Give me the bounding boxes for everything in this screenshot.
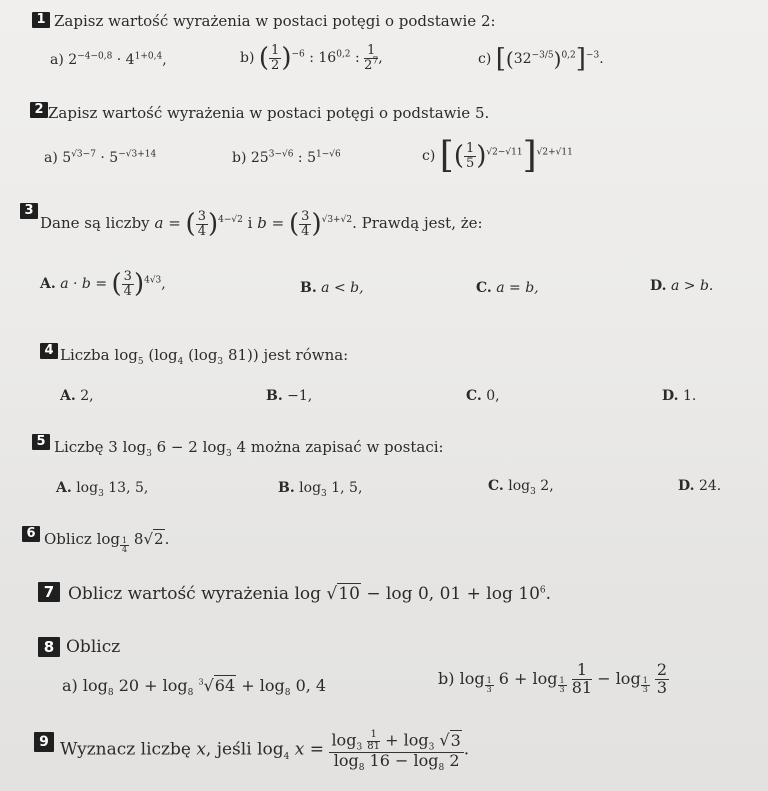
task-3-option-c[interactable]: C. a = b, bbox=[476, 280, 539, 296]
task-text: Oblicz bbox=[66, 637, 121, 657]
task-3-option-d[interactable]: D. a > b. bbox=[650, 278, 714, 294]
task-3-option-a[interactable]: A. a · b = ( $\frac{3}{4}$ )$^{4√3}$, bbox=[40, 269, 166, 300]
task-2c: c) [( $\frac{1}{5}$ )$^{√2-√11}$]$^{√2+√11}$ bbox=[422, 135, 573, 176]
task-text: Oblicz log $_{\frac{1}{4}}$ 8√2. bbox=[44, 530, 170, 554]
task-number: 1 bbox=[32, 12, 50, 28]
task-number: 8 bbox=[38, 637, 60, 657]
task-5-option-a[interactable]: A. $\log_3 13$, 5, bbox=[56, 480, 149, 499]
task-number: 4 bbox=[40, 343, 58, 359]
task-text: Oblicz wartość wyrażenia log √10 − log 0, $01 + \log 10^6$. bbox=[68, 584, 552, 604]
task-3-option-b[interactable]: B. a < b, bbox=[300, 280, 364, 296]
task-4-option-a[interactable]: A. 2, bbox=[60, 388, 94, 404]
task-text: Liczbę 3 $\log_3 6 - 2$ $\log_3 4$ można zapisać w postaci: bbox=[54, 438, 444, 459]
task-4-option-d[interactable]: D. 1. bbox=[662, 388, 697, 404]
task-8b: b) log $_{\frac{1}{3}}$ 6 + log $_{\frac{1}{3}}$ $\frac{1}{81}$ − log $_{\frac{1}{3}}$ $\frac{2}{3}$ bbox=[438, 660, 668, 697]
task-number: 7 bbox=[38, 582, 60, 602]
fraction: $\log_3$ $\frac{1}{81}$ + $\log_3 √3$ $\log_8 16 - \log_8 2$ bbox=[329, 730, 463, 770]
task-number: 5 bbox=[32, 434, 50, 450]
task-5-option-c[interactable]: C. $\log_3 2$, bbox=[488, 478, 554, 497]
task-text: Zapisz wartość wyrażenia w postaci potęgi o podstawie 2: bbox=[54, 12, 496, 30]
task-number: 9 bbox=[34, 732, 54, 752]
task-5-option-b[interactable]: B. $\log_3 1$, 5, bbox=[278, 480, 363, 499]
task-8a: a) $\log_8 20 + \log_8 ^3√64 + \log_8 0$, 4 bbox=[62, 676, 327, 699]
task-text: Dane są liczby a = ( $\frac{3}{4}$ )$^{4-√2}$ i b = ( $\frac{3}{4}$ )$^{√3+√2}$. Prawdą jest, że: bbox=[40, 209, 483, 240]
task-2a: a) $5^{√3-7} \cdot 5^{-√3+14}$ bbox=[44, 149, 157, 166]
task-1a: a) $2^{-4-0,8} \cdot 4^{1+0,4}$, bbox=[50, 51, 167, 68]
task-number: 2 bbox=[30, 102, 48, 118]
task-4-option-b[interactable]: B. −1, bbox=[266, 388, 313, 404]
task-text: Zapisz wartość wyrażenia w postaci potęgi o podstawie 5. bbox=[48, 104, 490, 122]
task-number: 3 bbox=[20, 203, 38, 219]
task-2b: b) $25^{3-√6}$ : $5^{1-√6}$ bbox=[232, 149, 341, 166]
task-text: Wyznacz liczbę x, jeśli $\log_4 x$ = $\log_3$ $\frac{1}{81}$ + $\log_3 √3$ $\log_8 16 - \log_8 2$ . bbox=[60, 729, 470, 774]
task-5-option-d[interactable]: D. 24. bbox=[678, 478, 722, 494]
task-4-option-c[interactable]: C. 0, bbox=[466, 388, 500, 404]
task-1c: c) $[(32^{-3/5})^{0,2}]^{-3}$. bbox=[478, 44, 604, 74]
task-number: 6 bbox=[22, 526, 40, 542]
task-1b: b) ( $\frac{1}{2}$ )$^{-6}$ : 16$^{0,2}$ : $\frac{1}{2^7}$ , bbox=[240, 43, 383, 74]
task-text: Liczba $\log_5 (\log_4$ ($\log_3$ 81)) jest równa: bbox=[60, 346, 349, 367]
